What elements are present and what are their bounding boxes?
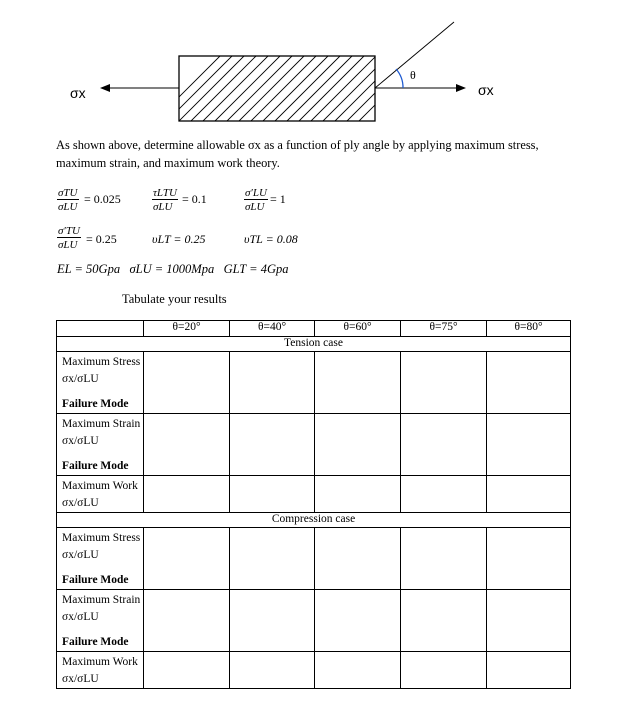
compression-caption: Compression case: [57, 513, 571, 528]
table-cell: [401, 528, 487, 590]
table-cell: [315, 352, 401, 414]
table-cell: [487, 652, 571, 689]
table-cell: [144, 528, 230, 590]
ratio-2: τLTU σLU: [153, 187, 177, 213]
poisson-tl: υTL = 0.08: [244, 232, 298, 246]
specimen-block: [179, 56, 375, 121]
row-label-max-work: Maximum Work σx/σLU: [57, 476, 144, 513]
tabulate-label: Tabulate your results: [122, 292, 227, 306]
ratio-1-value: = 0.025: [84, 192, 121, 206]
row-label-max-strain: Maximum Strain σx/σLU Failure Mode: [57, 590, 144, 652]
table-cell: [487, 590, 571, 652]
angle-arc: [396, 69, 403, 88]
table-header-row: [57, 321, 571, 337]
table-cell: [401, 652, 487, 689]
header-angle: θ=40°: [230, 321, 315, 337]
row-label-max-strain: Maximum Strain σx/σLU Failure Mode: [57, 414, 144, 476]
table-cell: [230, 652, 315, 689]
table-cell: [487, 476, 571, 513]
table-cell: [144, 352, 230, 414]
sigma-left-label: σx: [70, 85, 86, 101]
ratio-3-value: = 1: [270, 192, 286, 206]
specimen-figure: [0, 0, 639, 125]
row-label-max-stress: Maximum Stress σx/σLU Failure Mode: [57, 352, 144, 414]
table-cell: [144, 652, 230, 689]
ratio-2-value: = 0.1: [182, 192, 207, 206]
table-cell: [230, 590, 315, 652]
table-cell: [315, 414, 401, 476]
table-cell: [315, 476, 401, 513]
table-cell: [230, 528, 315, 590]
table-cell: [401, 414, 487, 476]
ratio-4: σ′TU σLU: [58, 225, 80, 251]
table-row: [57, 414, 571, 476]
table-cell: [144, 414, 230, 476]
header-angle: θ=75°: [401, 321, 487, 337]
table-cell: [315, 652, 401, 689]
header-angle: θ=80°: [487, 321, 571, 337]
table-cell: [144, 590, 230, 652]
ratio-1: σTU σLU: [58, 187, 78, 213]
table-cell: [315, 528, 401, 590]
material-properties: EL = 50Gpa σLU = 1000Mpa GLT = 4Gpa: [57, 262, 289, 276]
ratio-4-value: = 0.25: [86, 232, 117, 246]
tension-caption-row: [57, 337, 571, 352]
ratio-3: σ′LU σLU: [245, 187, 267, 213]
row-label-max-work: Maximum Work σx/σLU: [57, 652, 144, 689]
table-cell: [315, 590, 401, 652]
intro-paragraph: As shown above, determine allowable σx as a function of ply angle by applying maximum stress, maximum strain, and maximum work theory.: [56, 138, 539, 170]
sigma-right-label: σx: [478, 82, 494, 98]
header-angle: θ=20°: [144, 321, 230, 337]
table-row: [57, 352, 571, 414]
table-cell: [487, 528, 571, 590]
results-table: [56, 320, 571, 689]
header-angle: θ=60°: [315, 321, 401, 337]
table-row: [57, 590, 571, 652]
table-cell: [401, 590, 487, 652]
table-row: [57, 528, 571, 590]
table-cell: [401, 352, 487, 414]
table-cell: [230, 352, 315, 414]
table-row: [57, 476, 571, 513]
poisson-lt: υLT = 0.25: [152, 232, 206, 246]
table-cell: [401, 476, 487, 513]
header-blank: [57, 321, 144, 337]
table-cell: [230, 476, 315, 513]
row-label-max-stress: Maximum Stress σx/σLU Failure Mode: [57, 528, 144, 590]
theta-label: θ: [410, 68, 416, 82]
table-cell: [487, 414, 571, 476]
table-cell: [144, 476, 230, 513]
table-cell: [487, 352, 571, 414]
tension-caption: Tension case: [57, 337, 571, 352]
table-cell: [230, 414, 315, 476]
table-row: [57, 652, 571, 689]
compression-caption-row: [57, 513, 571, 528]
